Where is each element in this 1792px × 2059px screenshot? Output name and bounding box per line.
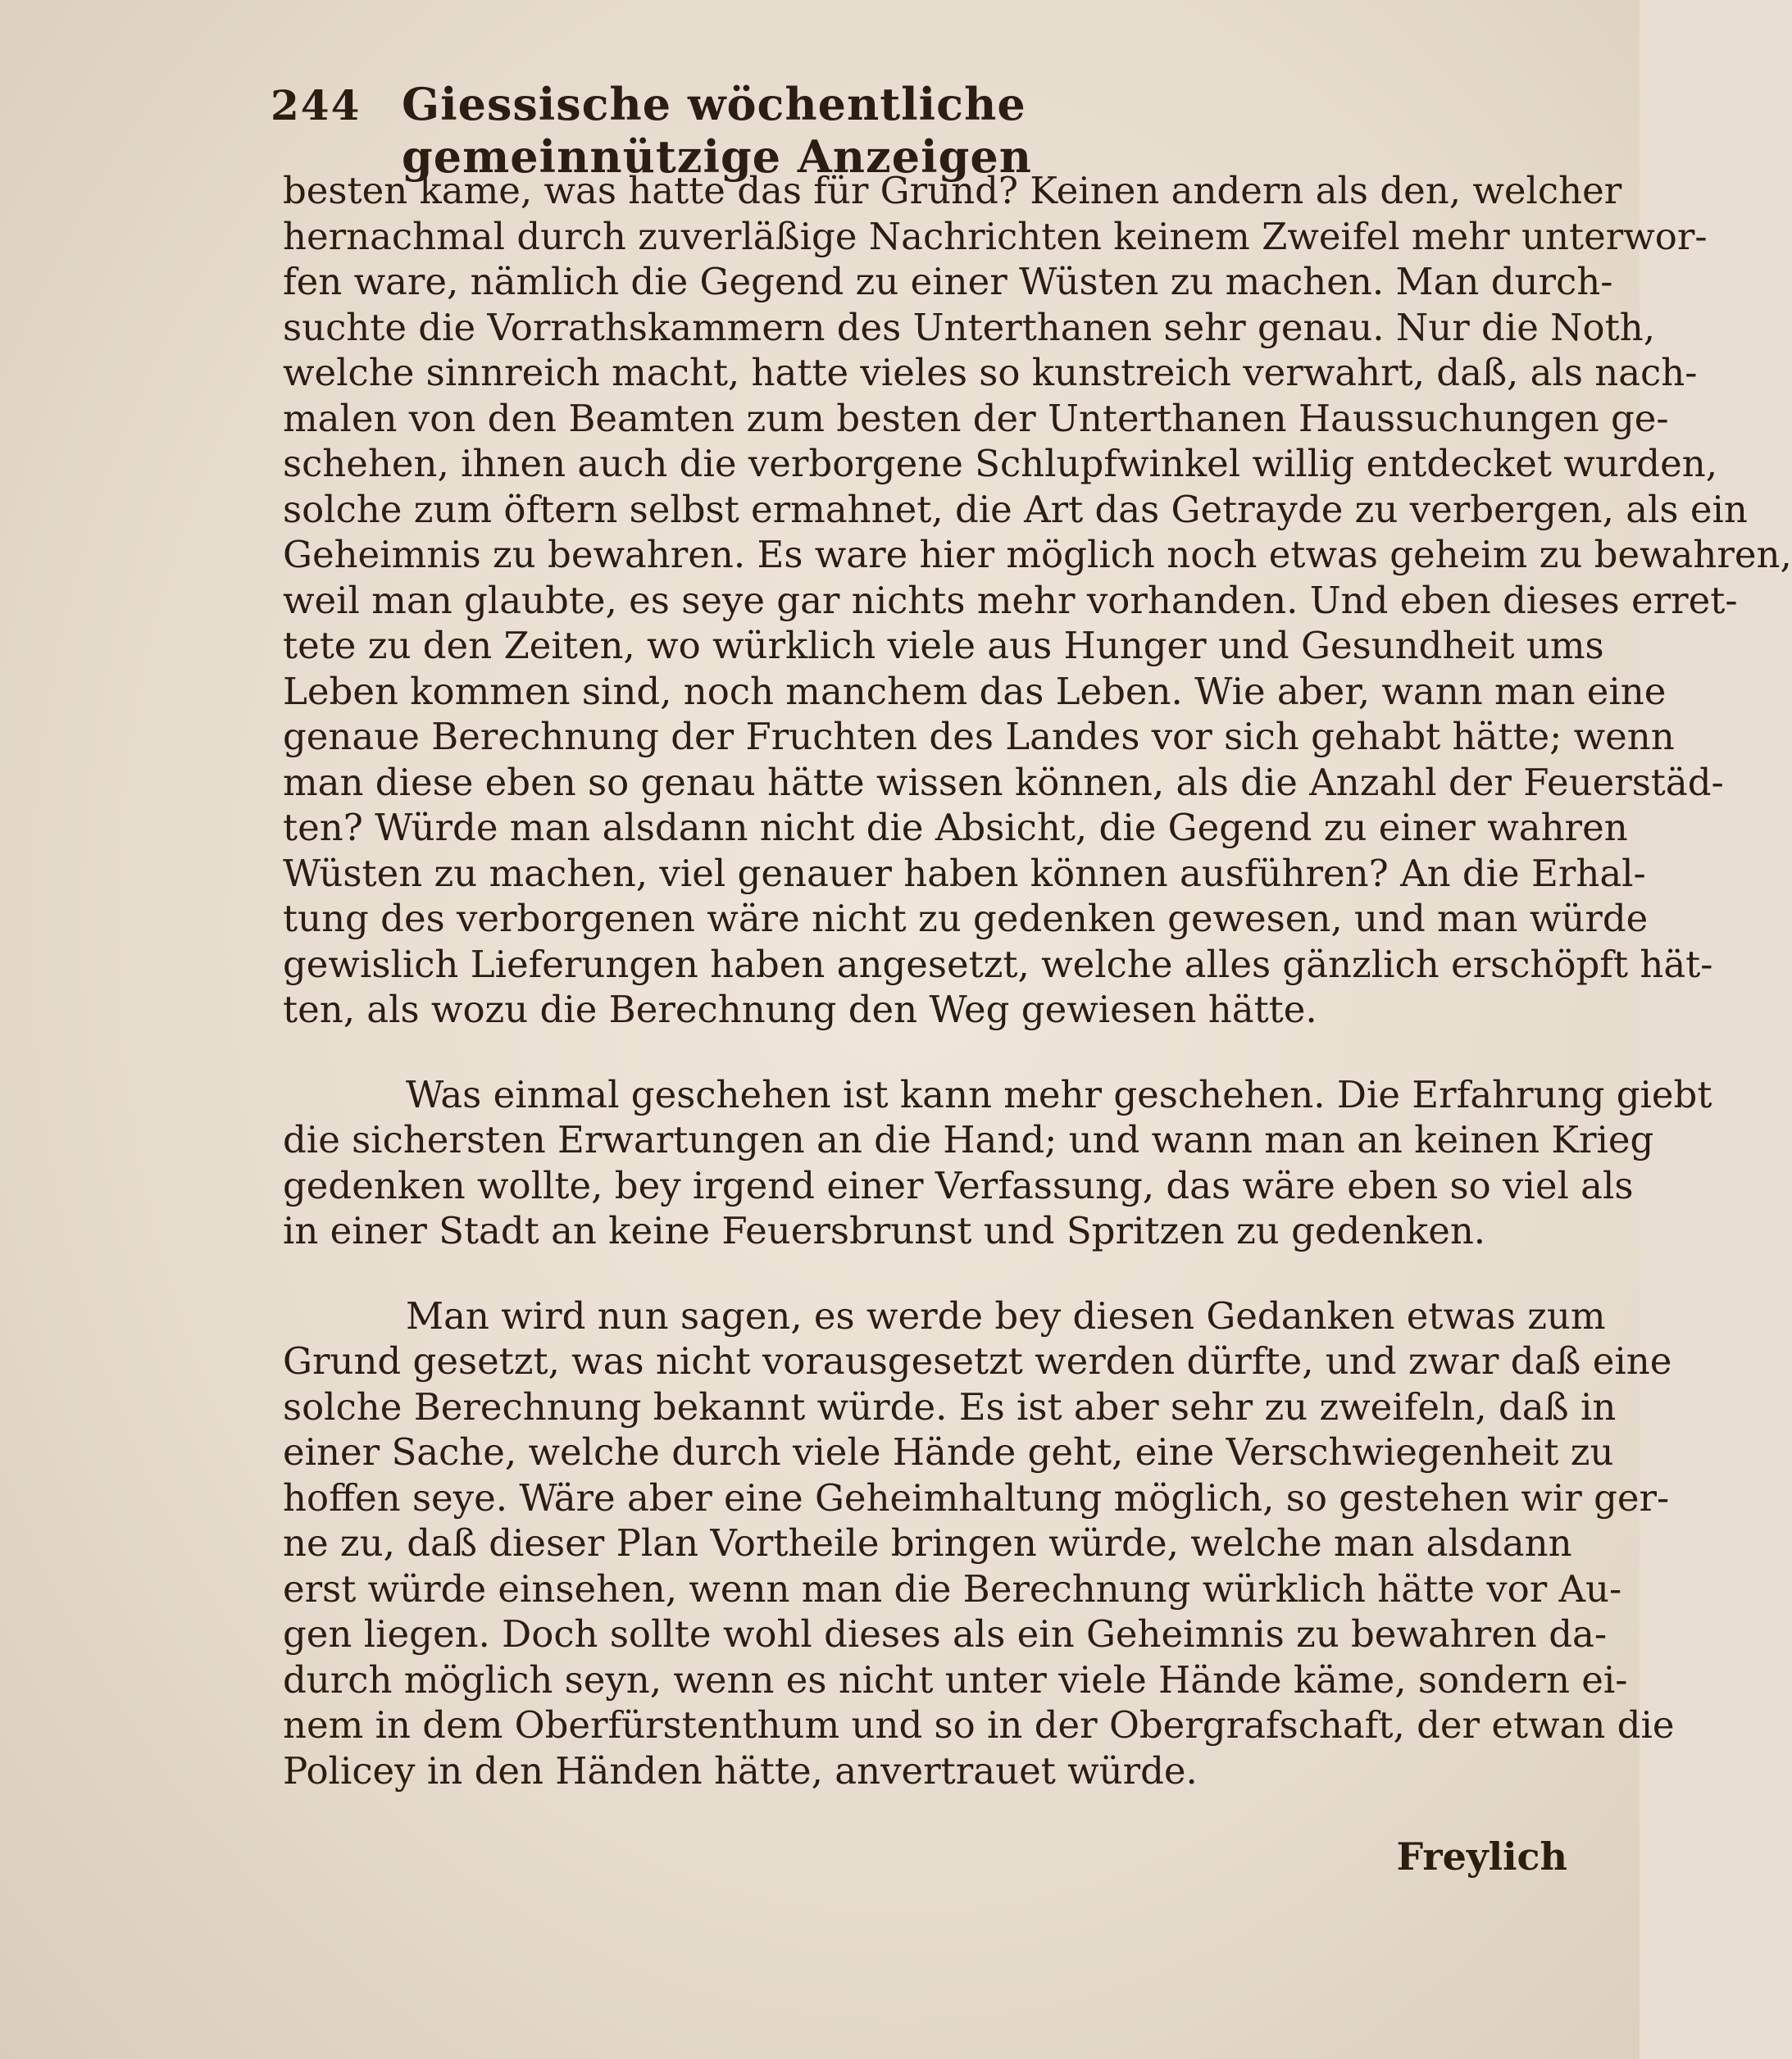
text-line: gen liegen. Doch sollte wohl dieses als ein Geheimnis zu bewahren da- bbox=[283, 1612, 1608, 1656]
text-line: ten, als wozu die Berechnung den Weg gewiesen hätte. bbox=[283, 988, 1317, 1031]
text-line: welche sinnreich macht, hatte vieles so kunstreich verwahrt, daß, als nach- bbox=[283, 351, 1698, 394]
text-line: Was einmal geschehen ist kann mehr geschehen. Die Erfahrung giebt bbox=[406, 1072, 1712, 1116]
catchword: Freylich bbox=[1396, 1834, 1567, 1879]
text-line: ne zu, daß dieser Plan Vortheile bringen würde, welche man alsdann bbox=[283, 1521, 1572, 1565]
page-number: 244 bbox=[271, 81, 362, 130]
paragraph bbox=[283, 1293, 1675, 1794]
paragraph bbox=[283, 168, 1792, 1033]
text-line: schehen, ihnen auch die verborgene Schlupfwinkel willig entdecket wurden, bbox=[283, 442, 1718, 485]
text-line: erst würde einsehen, wenn man die Berechnung würklich hätte vor Au- bbox=[283, 1566, 1622, 1611]
text-line: suchte die Vorrathskammern des Unterthanen sehr genau. Nur die Noth, bbox=[283, 305, 1656, 349]
text-line: hernachmal durch zuverläßige Nachrichten keinem Zweifel mehr unterwor- bbox=[283, 214, 1708, 258]
text-line: durch möglich seyn, wenn es nicht unter viele Hände käme, sondern ei- bbox=[283, 1657, 1628, 1702]
text-line: die sichersten Erwartungen an die Hand; und wann man an keinen Krieg bbox=[283, 1118, 1654, 1161]
text-line: man diese eben so genau hätte wissen können, als die Anzahl der Feuerstäd- bbox=[283, 760, 1724, 804]
text-line: malen von den Beamten zum besten der Unterthanen Haussuchungen ge- bbox=[283, 396, 1669, 440]
text-line: Wüsten zu machen, viel genauer haben können ausführen? An die Erhal- bbox=[283, 851, 1646, 895]
text-line: solche Berechnung bekannt würde. Es ist aber sehr zu zweifeln, daß in bbox=[283, 1384, 1617, 1429]
text-line: besten kame, was hatte das für Grund? Keinen andern als den, welcher bbox=[283, 169, 1622, 212]
text-line: gewislich Lieferungen haben angesetzt, welche alles gänzlich erschöpft hät- bbox=[283, 942, 1713, 986]
text-line: Policey in den Händen hätte, anvertrauet würde. bbox=[283, 1748, 1198, 1793]
text-line: genaue Berechnung der Fruchten des Landes vor sich gehabt hätte; wenn bbox=[283, 715, 1675, 758]
text-line: einer Sache, welche durch viele Hände geht, eine Verschwiegenheit zu bbox=[283, 1430, 1614, 1474]
text-line: gedenken wollte, bey irgend einer Verfassung, das wäre eben so viel als bbox=[283, 1163, 1634, 1207]
paragraph bbox=[283, 1072, 1712, 1254]
text-line: fen ware, nämlich die Gegend zu einer Wüsten zu machen. Man durch- bbox=[283, 260, 1613, 303]
text-line: tete zu den Zeiten, wo würklich viele aus Hunger und Gesundheit ums bbox=[283, 624, 1604, 667]
text-line: weil man glaubte, es seye gar nichts mehr vorhanden. Und eben dieses erret- bbox=[283, 578, 1738, 622]
text-line: in einer Stadt an keine Feuersbrunst und Spritzen zu gedenken. bbox=[283, 1209, 1486, 1252]
body-text bbox=[283, 168, 1792, 1833]
text-line: Geheimnis zu bewahren. Es ware hier möglich noch etwas geheim zu bewahren, bbox=[283, 533, 1792, 576]
text-line: ten? Würde man alsdann nicht die Absicht, die Gegend zu einer wahren bbox=[283, 806, 1628, 849]
text-line: hoffen seye. Wäre aber eine Geheimhaltung möglich, so gestehen wir ger- bbox=[283, 1475, 1670, 1520]
text-line: Man wird nun sagen, es werde bey diesen Gedanken etwas zum bbox=[406, 1293, 1606, 1338]
text-line: Grund gesetzt, was nicht vorausgesetzt werden dürfte, und zwar daß eine bbox=[283, 1339, 1672, 1383]
text-line: solche zum öftern selbst ermahnet, die Art das Getrayde zu verbergen, als ein bbox=[283, 487, 1748, 531]
text-line: tung des verborgenen wäre nicht zu gedenken gewesen, und man würde bbox=[283, 897, 1649, 940]
text-line: Leben kommen sind, noch manchem das Leben. Wie aber, wann man eine bbox=[283, 669, 1667, 713]
page-header bbox=[271, 78, 1418, 183]
running-head: Giessische wöchentliche gemeinnützige Anzeigen bbox=[401, 78, 1032, 183]
text-line: nem in dem Oberfürstenthum und so in der Obergrafschaft, der etwan die bbox=[283, 1703, 1675, 1747]
